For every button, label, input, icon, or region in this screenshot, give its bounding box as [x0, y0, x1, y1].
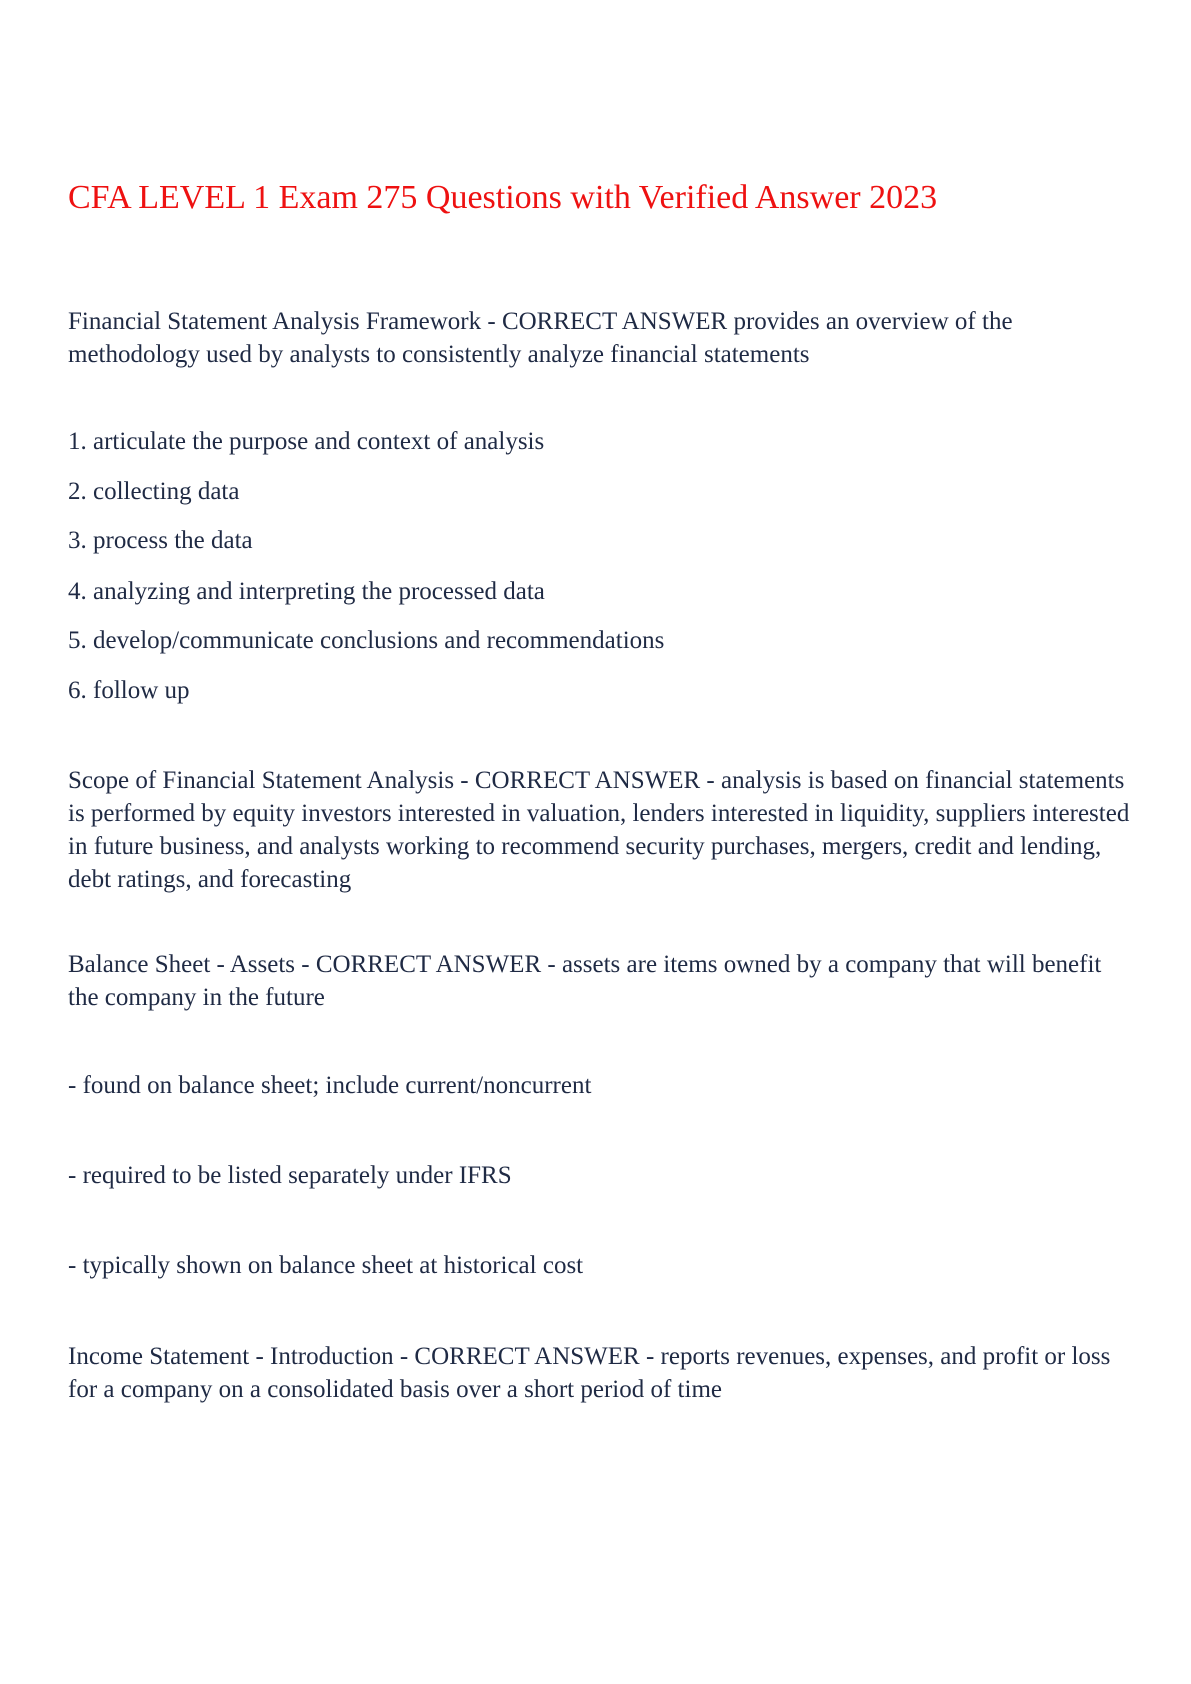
scope-entry: Scope of Financial Statement Analysis - CORRECT ANSWER - analysis is based on financial statements is performed by equity investors interested in valuation, lenders interested in liquidity, suppliers interested in future business, and analysts working to recommend security purchases, mergers, credit and lending, debt ratings, and forecasting: [68, 767, 1130, 893]
list-item: 6. follow up: [68, 677, 190, 704]
document-title: CFA LEVEL 1 Exam 275 Questions with Verified Answer 2023: [68, 179, 938, 216]
list-item: - required to be listed separately under IFRS: [68, 1162, 512, 1189]
list-item: 3. process the data: [68, 527, 253, 554]
list-item: - typically shown on balance sheet at historical cost: [68, 1252, 584, 1279]
list-item: 1. articulate the purpose and context of analysis: [68, 428, 545, 455]
list-item: 4. analyzing and interpreting the processed data: [68, 578, 545, 605]
framework-entry: Financial Statement Analysis Framework - CORRECT ANSWER provides an overview of the methodology used by analysts to consistently analyze financial statements: [68, 308, 1013, 368]
list-item: 2. collecting data: [68, 478, 240, 505]
list-item: - found on balance sheet; include current/noncurrent: [68, 1072, 592, 1099]
income-entry: Income Statement - Introduction - CORRECT ANSWER - reports revenues, expenses, and profit or loss for a company on a consolidated basis over a short period of time: [68, 1343, 1111, 1403]
list-item: 5. develop/communicate conclusions and recommendations: [68, 627, 665, 654]
assets-entry: Balance Sheet - Assets - CORRECT ANSWER - assets are items owned by a company that will benefit the company in the future: [68, 951, 1102, 1011]
